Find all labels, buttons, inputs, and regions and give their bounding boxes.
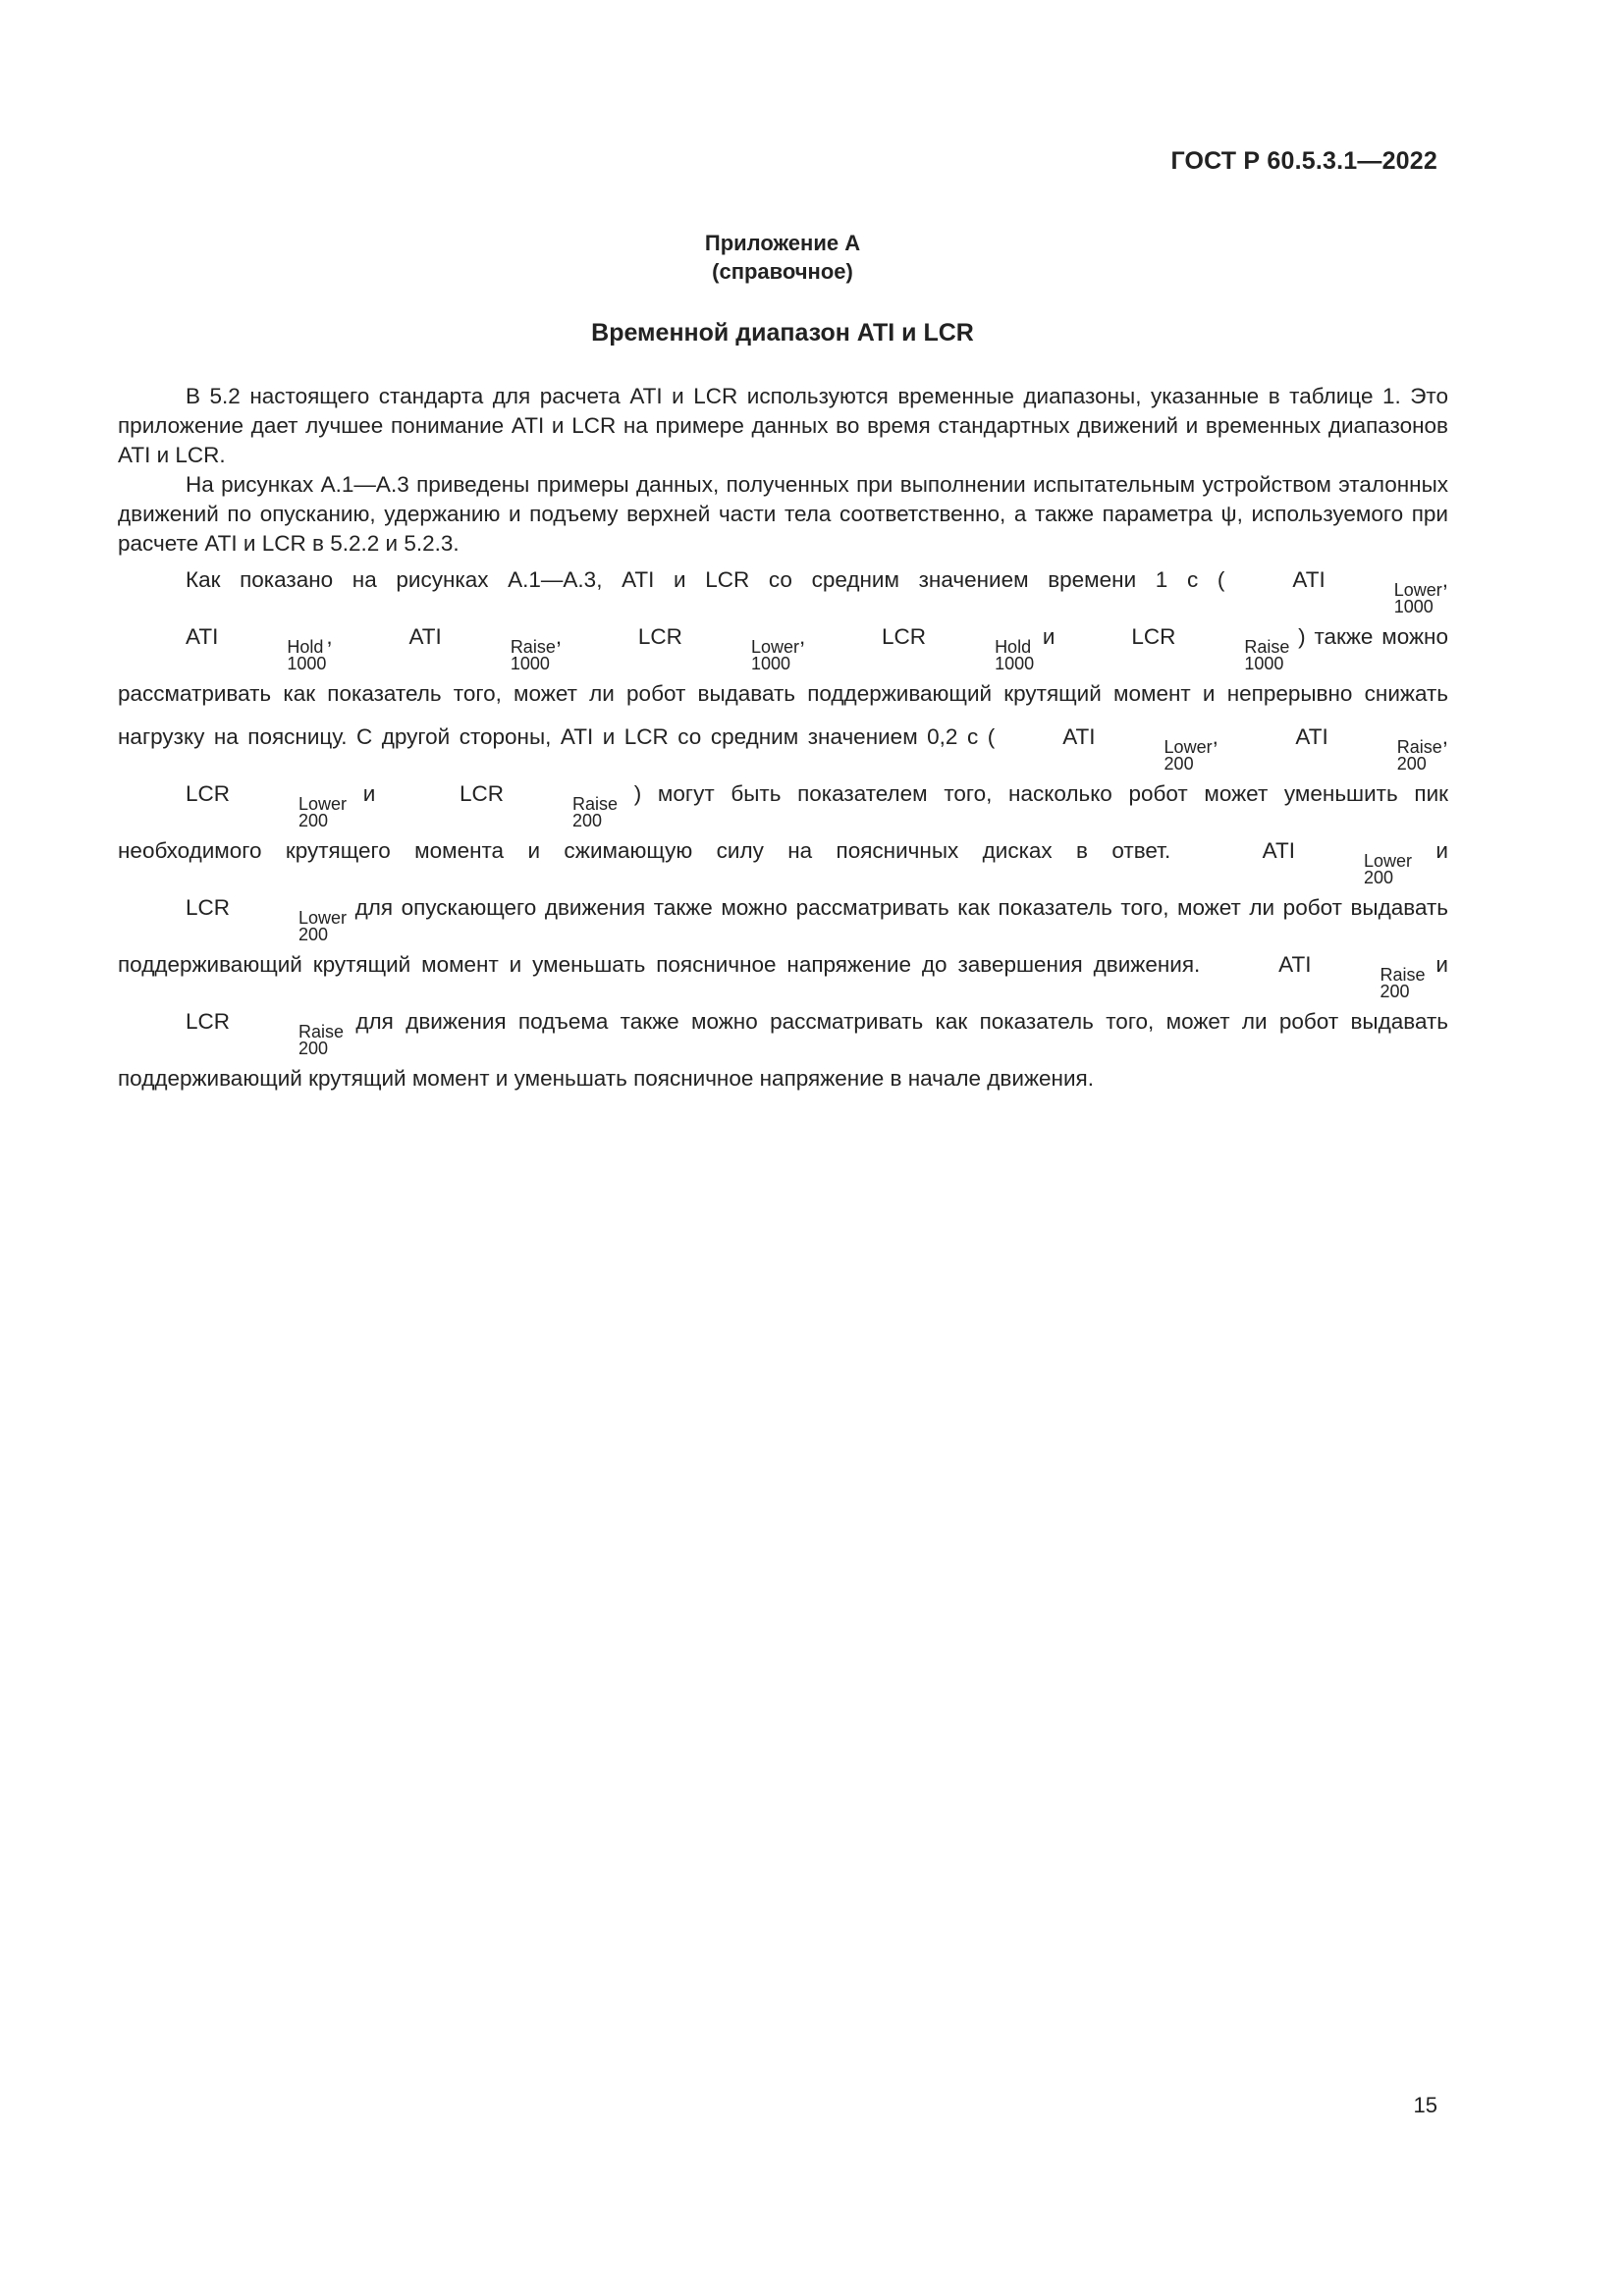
lcr-lower-1000-symbol: [570, 626, 799, 672]
subscript-200: 200: [298, 925, 329, 944]
lcr-raise-1000-symbol: [1063, 626, 1289, 672]
subscript-200: 200: [298, 811, 329, 830]
subscript-200: 200: [1380, 982, 1410, 1001]
superscript-hold: Hold: [287, 637, 324, 657]
paragraph-3: [118, 559, 1448, 1100]
lcr-symbol: LCR: [186, 1009, 231, 1034]
lcr-symbol: LCR: [186, 895, 231, 920]
superscript-raise: Raise: [1380, 965, 1426, 985]
appendix-subtitle: (справочное): [712, 259, 853, 284]
superscript-lower: Lower: [1393, 580, 1442, 600]
lcr-symbol: LCR: [637, 624, 682, 649]
superscript-raise: Raise: [298, 1022, 345, 1041]
paragraph-3-text-1: Как показано на рисунках А.1—А.3, ATI и LCR со средним значением времени 1 с (: [186, 567, 1225, 592]
superscript-raise: Raise: [1396, 737, 1442, 757]
superscript-raise: Raise: [1244, 637, 1290, 657]
ati-symbol: ATI: [1292, 567, 1326, 592]
superscript-lower: Lower: [298, 794, 348, 814]
subscript-200: 200: [572, 811, 603, 830]
comma: ,: [1441, 567, 1448, 592]
lcr-raise-200-symbol: [392, 783, 618, 829]
subscript-200: 200: [1396, 754, 1427, 774]
ati-raise-200-symbol: [1227, 726, 1441, 773]
ati-symbol: ATI: [1295, 724, 1328, 749]
lcr-raise-200-symbol: [118, 1011, 344, 1057]
ati-raise-1000-symbol: [341, 626, 555, 672]
conjunction-and: и: [1435, 952, 1448, 977]
ati-hold-1000-symbol: [118, 626, 326, 672]
conjunction-and: и: [1435, 838, 1448, 863]
superscript-lower: Lower: [1164, 737, 1213, 757]
appendix-title: Приложение А: [704, 231, 861, 255]
paragraph-2: На рисунках А.1—А.3 приведены примеры данных, полученных при выполнении испытательным устройством эталонных движений по опусканию, удержанию и подъему верхней части тела соответственно, а также параметра ψ, используемого при расчете ATI и LCR в 5.2.2 и 5.2.3.: [118, 472, 1448, 556]
subscript-1000: 1000: [1393, 597, 1434, 616]
conjunction-and: и: [1042, 624, 1056, 649]
standard-code: ГОСТ Р 60.5.3.1—2022: [1170, 147, 1437, 175]
subscript-1000: 1000: [750, 654, 790, 673]
subscript-200: 200: [298, 1039, 329, 1058]
comma: ,: [1441, 724, 1448, 749]
comma: ,: [555, 624, 563, 649]
conjunction-and: и: [362, 781, 376, 806]
subscript-1000: 1000: [995, 654, 1035, 673]
superscript-lower: Lower: [298, 908, 348, 928]
page-number: 15: [1413, 2093, 1437, 2117]
lcr-lower-200-symbol: [118, 783, 347, 829]
ati-lower-1000-symbol: [1224, 569, 1441, 615]
ati-symbol: ATI: [186, 624, 219, 649]
section-title: Временной диапазон ATI и LCR: [591, 319, 974, 347]
lcr-symbol: LCR: [460, 781, 505, 806]
ati-symbol: ATI: [408, 624, 442, 649]
paragraph-3-text-5: для движения подъема также можно рассматривать как показатель того, может ли робот выдавать поддерживающий крутящий момент и уменьшать поясничное напряжение в начале движения.: [118, 1009, 1448, 1091]
subscript-200: 200: [1164, 754, 1194, 774]
subscript-1000: 1000: [1244, 654, 1284, 673]
lcr-symbol: LCR: [882, 624, 927, 649]
superscript-hold: Hold: [995, 637, 1032, 657]
ati-lower-200-symbol: [995, 726, 1212, 773]
superscript-raise: Raise: [572, 794, 619, 814]
subscript-1000: 1000: [287, 654, 327, 673]
ati-symbol: ATI: [1278, 952, 1312, 977]
ati-symbol: ATI: [1262, 838, 1295, 863]
comma: ,: [1212, 724, 1218, 749]
comma: ,: [326, 624, 333, 649]
lcr-symbol: LCR: [1131, 624, 1176, 649]
appendix-heading: [0, 229, 1565, 286]
superscript-raise: Raise: [510, 637, 556, 657]
paragraph-3-text-3: ) могут быть показателем того, насколько робот может уменьшить пик необходимого крутящего момента и сжимающую силу на поясничных дисках в ответ.: [118, 781, 1448, 863]
ati-lower-200-symbol: [1195, 840, 1412, 886]
comma: ,: [798, 624, 806, 649]
subscript-1000: 1000: [510, 654, 550, 673]
subscript-200: 200: [1363, 868, 1394, 887]
lcr-hold-1000-symbol: [814, 626, 1034, 672]
lcr-lower-200-symbol: [118, 897, 347, 943]
ati-symbol: ATI: [1062, 724, 1096, 749]
lcr-symbol: LCR: [186, 781, 231, 806]
paragraph-1: В 5.2 настоящего стандарта для расчета ATI и LCR используются временные диапазоны, указанные в таблице 1. Это приложение дает лучшее понимание ATI и LCR на примере данных во время стандартных движений и временных диапазонов ATI и LCR.: [118, 384, 1448, 467]
superscript-lower: Lower: [1363, 851, 1413, 871]
ati-raise-200-symbol: [1211, 954, 1425, 1000]
paragraph-3-text-2: ) также можно рассматривать как показатель того, может ли робот выдавать поддерживающий крутящий момент и непрерывно снижать нагрузку на поясницу. С другой стороны, ATI и LCR со средним значением 0,2 с (: [118, 624, 1448, 749]
body-text: [118, 382, 1448, 1100]
paragraph-3-text-4: для опускающего движения также можно рассматривать как показатель того, может ли робот выдавать поддерживающий крутящий момент и уменьшать поясничное напряжение до завершения движения.: [118, 895, 1448, 977]
superscript-lower: Lower: [750, 637, 799, 657]
